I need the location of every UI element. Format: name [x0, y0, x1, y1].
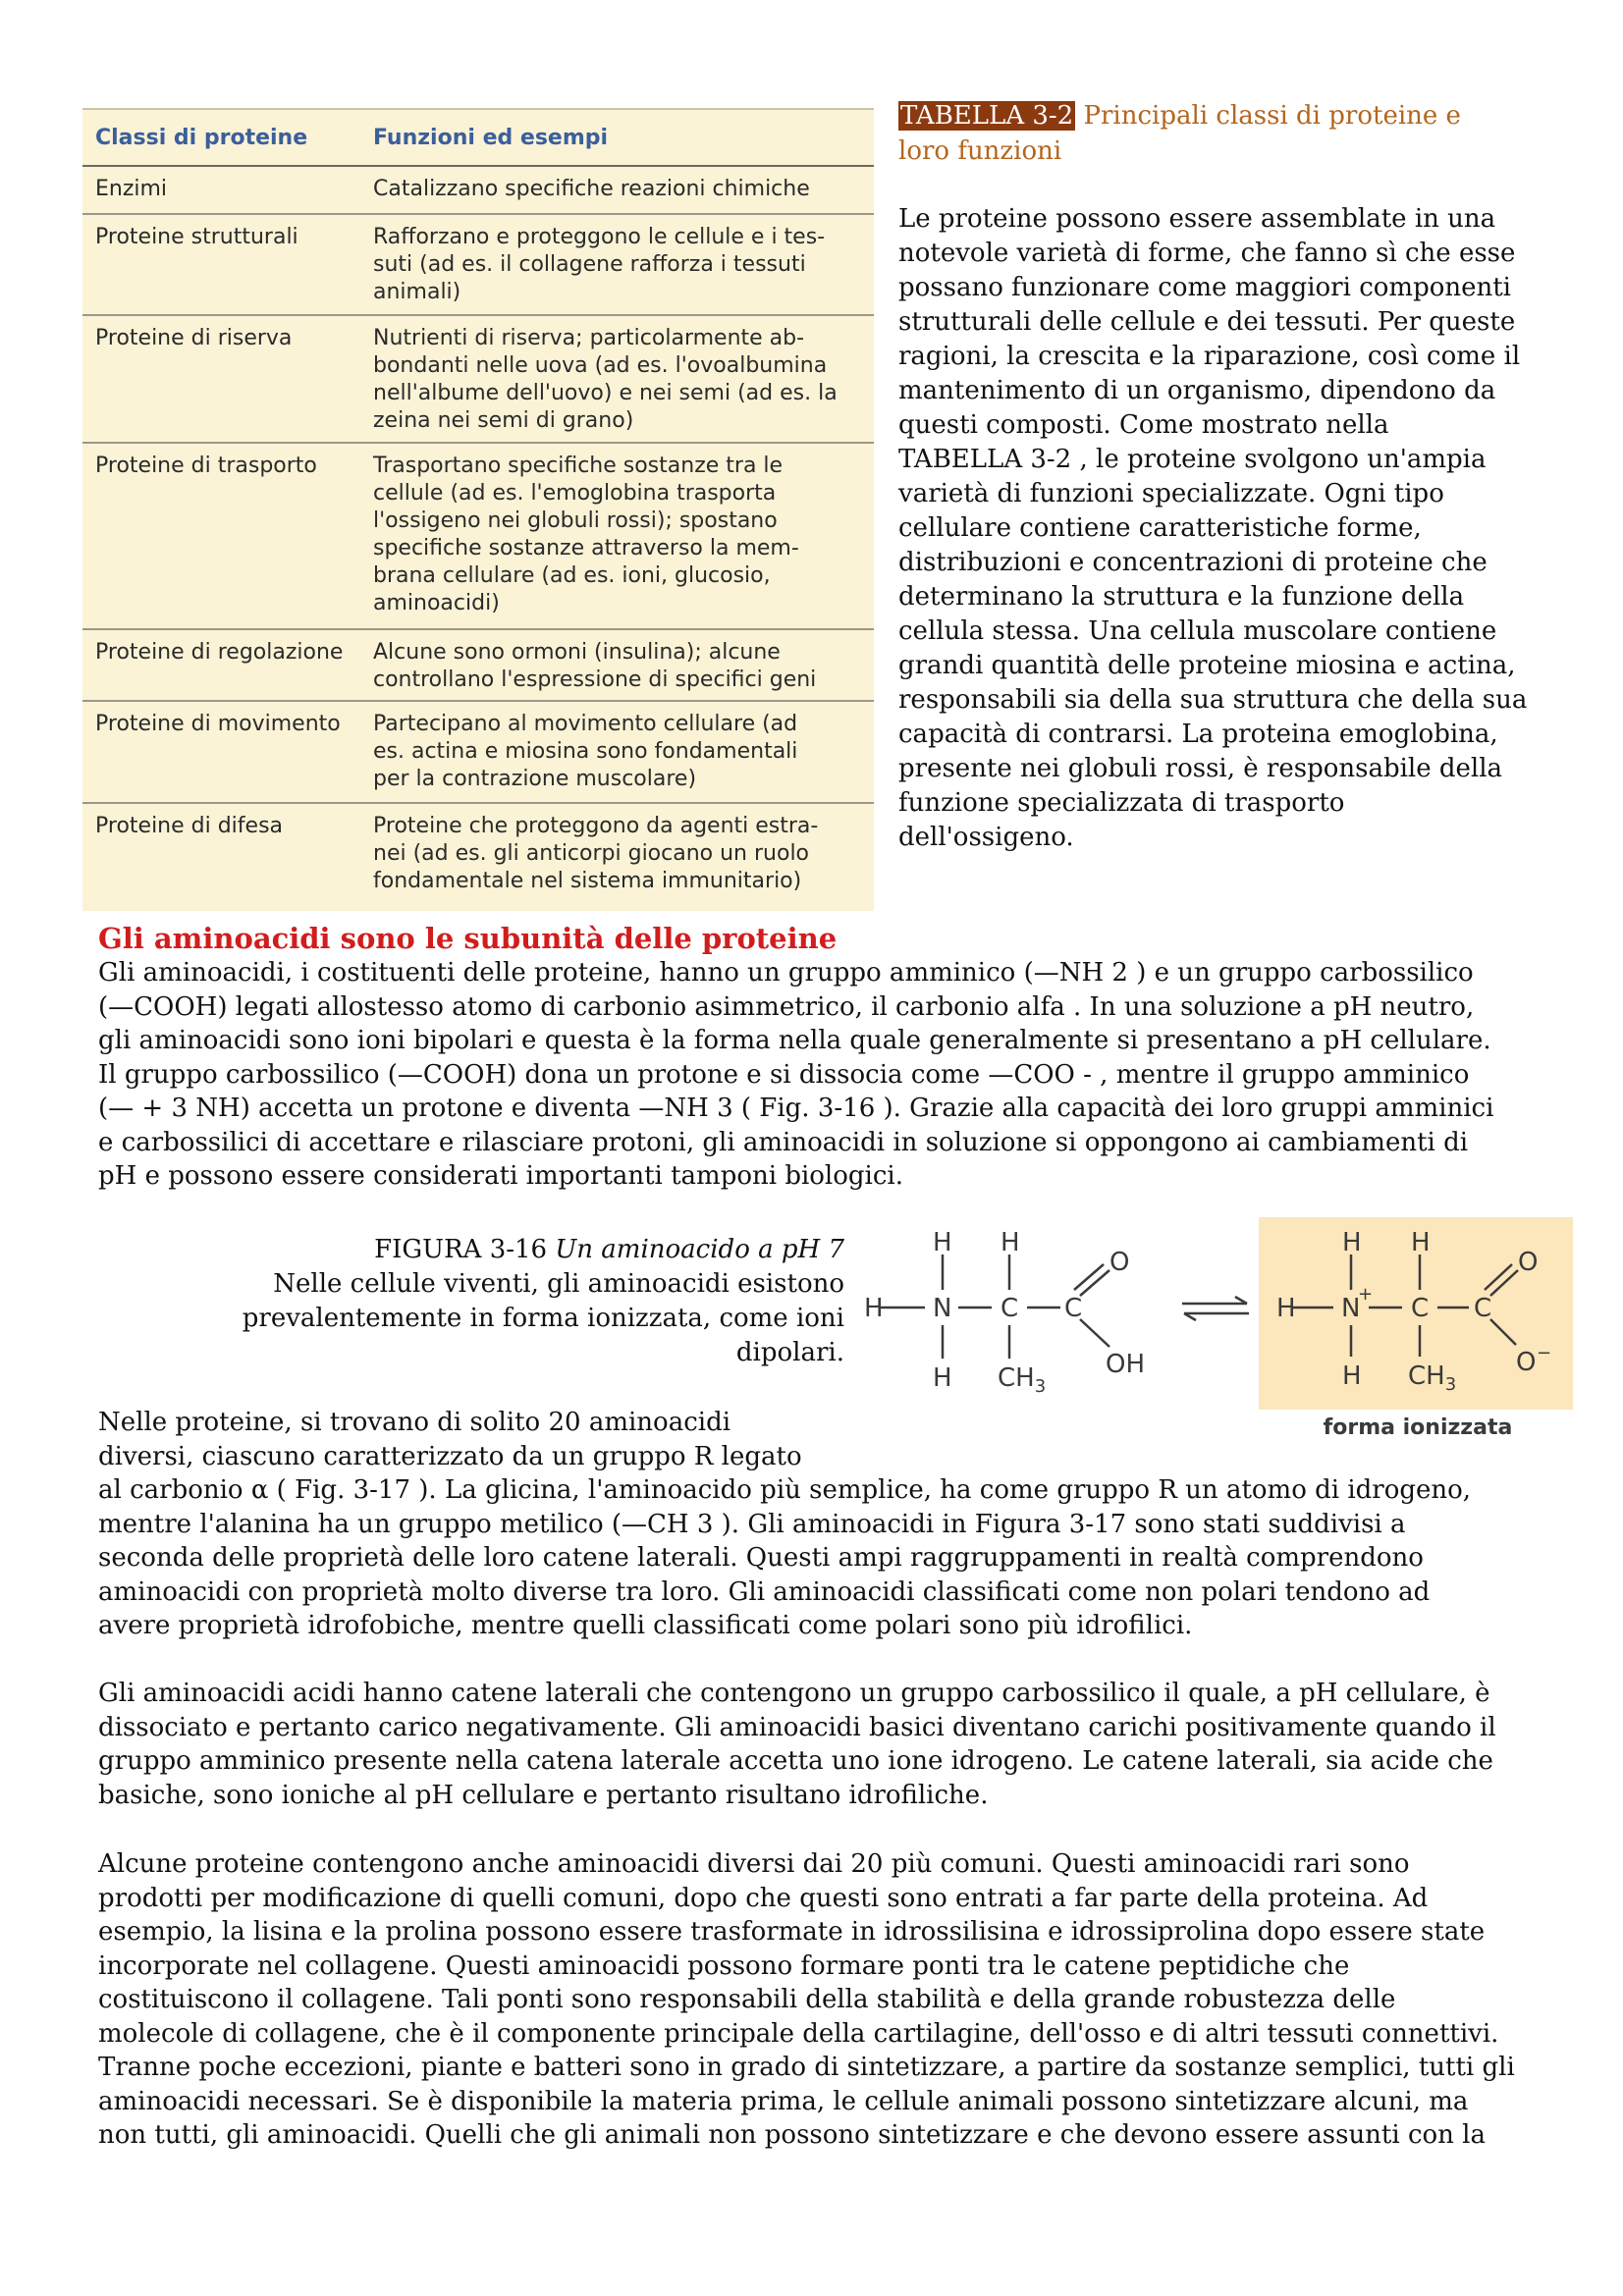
amino-acid-ionized-diagram: [1259, 1217, 1577, 1410]
positive-charge: +: [1358, 1284, 1374, 1305]
table-cell-class: Proteine di regolazione: [95, 640, 344, 665]
table-cell-function: Alcune sono ormoni (insulina); alcune controllano l'espressione di specifici geni: [373, 640, 817, 692]
atom-c-carboxyl: C: [1474, 1294, 1492, 1323]
atom-h: H: [1001, 1228, 1020, 1257]
table-row: [82, 316, 874, 444]
table-cell-function: Rafforzano e proteggono le cellule e i tes- suti (ad es. il collagene rafforza i tessuti animali): [373, 225, 826, 304]
negative-charge: −: [1537, 1343, 1552, 1363]
body-paragraph: Gli aminoacidi acidi hanno catene laterali che contengono un gruppo carbossilico il quale, a pH cellulare, è dissociato e pertanto carico negativamente. Gli aminoacidi basici diventano carichi positivamente quando il gruppo amminico presente nella catena laterale accetta uno ione idrogeno. Le catene laterali, sia acide che basiche, sono ioniche al pH cellulare e pertanto risultano idrofiliche.: [98, 1679, 1496, 1810]
table-cell-class: Proteine di riserva: [95, 326, 293, 350]
table-cell-function: Nutrienti di riserva; particolarmente ab- bondanti nelle uova (ad es. l'ovoalbumina nell'albume dell'uovo) e nei semi (ad es. la zeina nei semi di grano): [373, 326, 838, 433]
atom-o: O: [1518, 1248, 1539, 1277]
atom-h: H: [933, 1228, 952, 1257]
figure-description: Nelle cellule viventi, gli aminoacidi esistono prevalentemente in forma ionizzata, come ioni dipolari.: [242, 1269, 844, 1367]
atom-h: H: [1342, 1228, 1362, 1257]
table-cell-class: Proteine strutturali: [95, 225, 298, 249]
atom-c-alpha: C: [1411, 1294, 1430, 1323]
table-cell-class: Enzimi: [95, 177, 168, 201]
table-row: [82, 167, 874, 215]
body-paragraph: Alcune proteine contengono anche aminoacidi diversi dai 20 più comuni. Questi aminoacidi rari sono prodotti per modificazione di quelli comuni, dopo che questi sono entrati a far parte della proteina. Ad esempio, la lisina e la prolina possono essere trasformate in idrossilisina e idrossiprolina dopo essere state incorporate nel collagene. Questi aminoacidi possono formare ponti tra le catene peptidiche che costituiscono il collagene. Tali ponti sono responsabili della stabilità e della grande robustezza delle molecole di collagene, che è il componente principale della cartilagine, dell'osso e di altri tessuti connettivi. Tranne poche eccezioni, piante e batteri sono in grado di sintetizzare, a partire da sostanze semplici, tutti gli aminoacidi necessari. Se è disponibile la materia prima, le cellule animali possono sintetizzare alcuni, ma non tutti, gli aminoacidi. Quelli che gli animali non possono sintetizzare e che devono essere assunti con la: [98, 1849, 1515, 2150]
atom-o: O: [1109, 1248, 1130, 1277]
table-cell-class: Proteine di movimento: [95, 712, 341, 736]
table-cell-class: Proteine di difesa: [95, 814, 284, 838]
intro-paragraph: Le proteine possono essere assemblate in una notevole varietà di forme, che fanno sì che esse possano funzionare come maggiori componenti strutturali delle cellule e dei tessuti. Per queste ragioni, la crescita e la riparazione, così come il mantenimento di un organismo, dipendono da questi composti. Come mostrato nella TABELLA 3-2 , le proteine svolgono un'ampia varietà di funzioni specializzate. Ogni tipo cellulare contiene caratteristiche forme, distribuzioni e concentrazioni di proteine che determinano la struttura e la funzione della cellula stessa. Una cellula muscolare contiene grandi quantità delle proteine miosina e actina, responsabili sia della sua struttura che della sua capacità di contrarsi. La proteina emoglobina, presente nei globuli rossi, è responsabile della funzione specializzata di trasporto dell'ossigeno.: [898, 204, 1528, 852]
atom-h: H: [1276, 1294, 1296, 1323]
table-row: [82, 804, 874, 914]
table-row: [82, 215, 874, 316]
methyl-group: $CH_3$: [1408, 1362, 1457, 1395]
protein-classes-table: [82, 108, 874, 911]
atom-h: H: [1342, 1362, 1362, 1391]
table-cell-function: Proteine che proteggono da agenti estra- nei (ad es. gli anticorpi giocano un ruolo fondamentale nel sistema immunitario): [373, 814, 819, 893]
atom-c-alpha: C: [1001, 1294, 1019, 1323]
atom-h: H: [933, 1363, 952, 1393]
table-cell-function: Partecipano al movimento cellulare (ad es. actina e miosina sono fondamentali per la contrazione muscolare): [373, 712, 798, 791]
table-cell-function: Trasportano specifiche sostanze tra le cellule (ad es. l'emoglobina trasporta l'ossigeno nei globuli rossi); spostano specifiche sostanze attraverso la mem- brana cellulare (ad es. ioni, glucosio, aminoacidi): [373, 454, 799, 615]
table-row: [82, 630, 874, 702]
table-row: [82, 702, 874, 804]
section-title: Gli aminoacidi sono le subunità delle proteine: [98, 922, 838, 955]
ionized-form-label: forma ionizzata: [1323, 1415, 1513, 1440]
table-caption-text: Principali classi di proteine e loro funzioni: [898, 101, 1461, 166]
body-paragraph: Gli aminoacidi, i costituenti delle proteine, hanno un gruppo amminico (—NH 2 ) e un gruppo carbossilico (—COOH) legati allostesso atomo di carbonio asimmetrico, il carbonio alfa . In una soluzione a pH neutro, gli aminoacidi sono ioni bipolari e questa è la forma nella quale generalmente si presentano a pH cellulare. Il gruppo carbossilico (—COOH) dona un protone e si dissocia come —COO - , mentre il gruppo amminico (— + 3 NH) accetta un protone e diventa —NH 3 ( Fig. 3-16 ). Grazie alla capacità dei loro gruppi amminici e carbossilici di accettare e rilasciare protoni, gli aminoacidi in soluzione si oppongono ai cambiamenti di pH e possono essere considerati importanti tamponi biologici.: [98, 958, 1494, 1191]
hydroxyl-group: OH: [1106, 1350, 1146, 1379]
figure-title: Un aminoacido a pH 7: [555, 1235, 844, 1264]
table-header-functions: Funzioni ed esempi: [373, 125, 609, 150]
table-cell-function: Catalizzano specifiche reazioni chimiche: [373, 177, 810, 201]
table-header: [82, 108, 874, 167]
atom-h: H: [864, 1294, 884, 1323]
equilibrium-arrow-icon: [1178, 1294, 1253, 1323]
table-caption: [898, 98, 1507, 169]
figure-label: FIGURA 3-16: [374, 1235, 556, 1264]
methyl-group: $CH_3$: [998, 1363, 1047, 1397]
table-row: [82, 444, 874, 630]
atom-c-carboxyl: C: [1064, 1294, 1083, 1323]
atom-o-minus: O: [1516, 1348, 1537, 1377]
table-header-classes: Classi di proteine: [95, 125, 308, 150]
atom-n-plus: N: [1341, 1294, 1361, 1323]
amino-acid-neutral-diagram: [852, 1225, 1176, 1412]
table-caption-tag: TABELLA 3-2: [900, 101, 1074, 131]
atom-n: N: [933, 1294, 952, 1323]
body-paragraph: Nelle proteine, si trovano di solito 20 aminoacidi diversi, ciascuno caratterizzato da un gruppo R legato al carbonio α ( Fig. 3-17 ). La glicina, l'aminoacido più semplice, ha come gruppo R un atomo di idrogeno, mentre l'alanina ha un gruppo metilico (—CH 3 ). Gli aminoacidi in Figura 3-17 sono stati suddivisi a seconda delle proprietà delle loro catene laterali. Questi ampi raggruppamenti in realtà comprendono aminoacidi con proprietà molto diverse tra loro. Gli aminoacidi classificati come non polari tendono ad avere proprietà idrofobiche, mentre quelli classificati come polari sono più idrofilici.: [98, 1408, 1472, 1640]
atom-h: H: [1411, 1228, 1431, 1257]
figure-caption: [147, 1233, 844, 1370]
table-cell-class: Proteine di trasporto: [95, 454, 317, 478]
